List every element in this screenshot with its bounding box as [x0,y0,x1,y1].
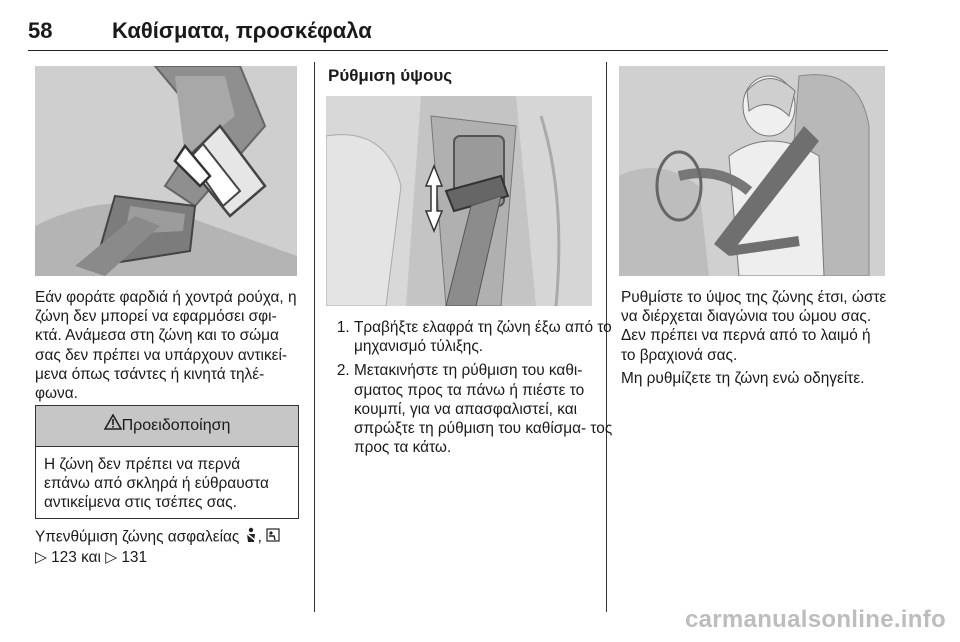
seatbelt-icon [244,527,258,548]
driver-belt-illustration [619,66,885,276]
height-adjustment-heading: Ρύθμιση ύψους [328,66,453,85]
ref-arrow-icon: ▷ [35,549,47,567]
clothing-paragraph: Εάν φοράτε φαρδιά ή χοντρά ρούχα, η ζώνη δεν μπορεί να εφαρμόσει σφι- κτά. Ανάμεσα στη ζώνη και το σώμα σας δεν πρέπει να υπάρχουν αντικεί- μενα όπως τσάντες ή κινητά τηλέ- φωνα. [35,289,297,403]
belt-position-paragraph: Ρυθμίστε το ύψος της ζώνης έτσι, ώστε να διέρχεται διαγώνια του ώμου σας. Δεν πρέπει να περνά από το λαιμό ή το βραχιονά σας. [621,289,887,364]
step-item: 1. Τραβήξτε ελαφρά τη ζώνη έξω από το μηχανισμό τύλιξης. [354,318,622,356]
buckle-illustration [35,66,297,276]
page-header [28,18,888,48]
height-adjuster-illustration [326,96,592,306]
reminder-text: Υπενθύμιση ζώνης ασφαλείας [35,528,240,546]
ref-arrow-icon: ▷ [105,549,118,567]
page-number: 58 [28,18,53,43]
step-item: 2. Μετακινήστε τη ρύθμιση του καθι- σματος προς τα πάνω ή πιέστε το κουμπί, για να απασφαλιστεί, και σπρώξτε τη ρύθμιση του καθίσμα- τος προς τα κάτω. [354,361,622,457]
header-rule [28,50,888,51]
warning-header [36,406,298,447]
adjustment-steps [326,318,622,462]
reference-and: και [81,549,101,567]
warning-triangle-icon [104,406,122,446]
warning-text: Η ζώνη δεν πρέπει να περνά επάνω από σκληρά ή εύθραυστα αντικείμενα στις τσέπες σας. [44,456,269,512]
reference-page-2: 131 [121,549,148,567]
reference-page-1: 123 [51,549,77,567]
reminder-paragraph: Υπενθύμιση ζώνης ασφαλείας , ▷ 123 και ▷ 131 [35,527,303,567]
page-title: Καθίσματα, προσκέφαλα [112,18,372,43]
passenger-airbag-icon [266,528,280,547]
watermark: carmanualsonline.info [684,606,946,633]
column-divider-1 [314,62,315,612]
warning-title: Προειδοποίηση [121,417,231,435]
driving-warning-paragraph: Μη ρυθμίζετε τη ζώνη ενώ οδηγείτε. [621,370,865,387]
warning-box [35,405,299,519]
